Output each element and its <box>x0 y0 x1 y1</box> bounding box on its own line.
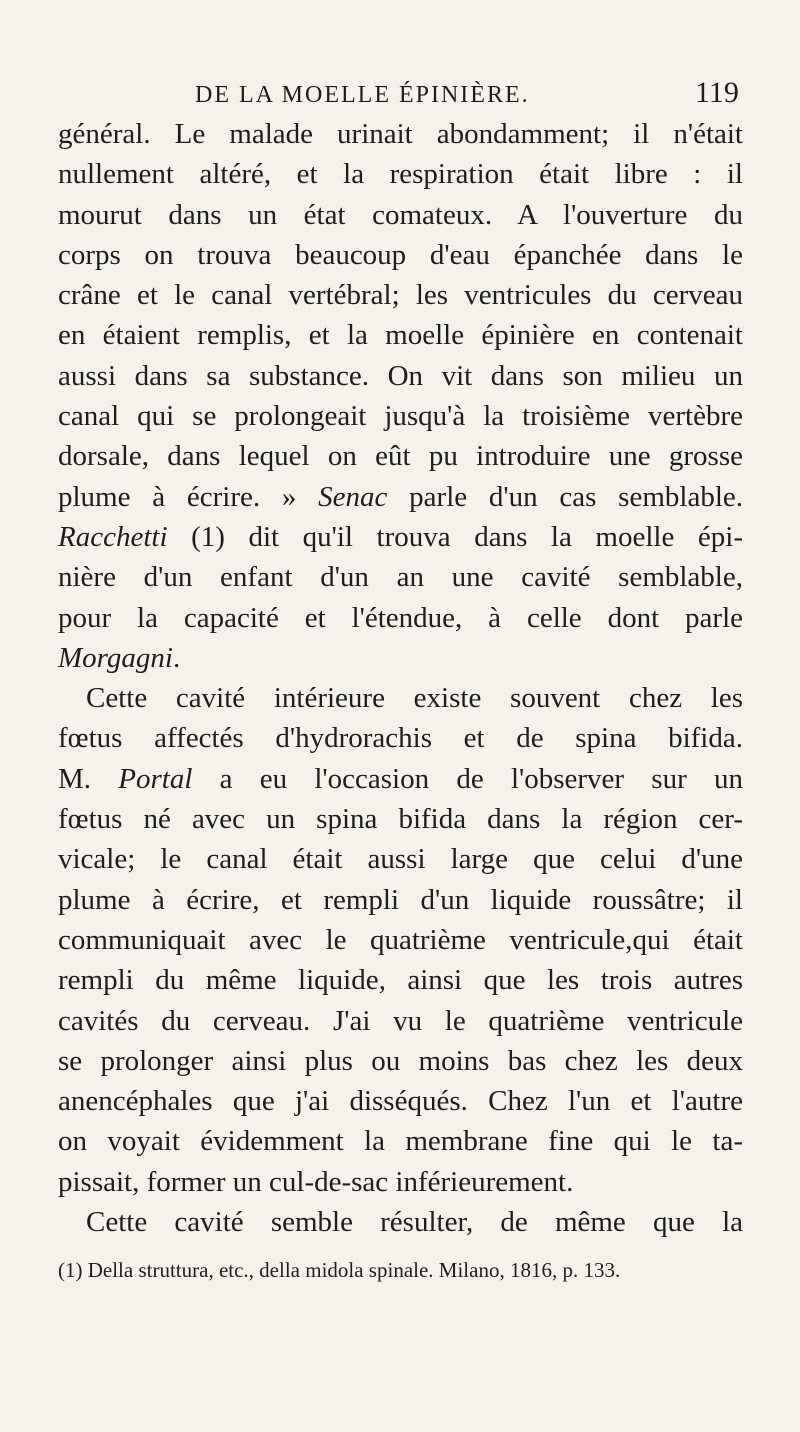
text-line-4: corps on trouva beaucoup d'eau épanchée dans le <box>58 238 743 271</box>
text-line-18: fœtus né avec un spina bifida dans la région cer- <box>58 803 743 836</box>
text-line-15: Cette cavité intérieure existe souvent chez les <box>86 682 743 715</box>
text-line-13: pour la capacité et l'étendue, à celle dont parle <box>58 601 743 634</box>
running-title: DE LA MOELLE ÉPINIÈRE. <box>195 82 530 108</box>
text-line-20: plume à écrire, et rempli d'un liquide roussâtre; il <box>58 883 743 916</box>
text-line-19: vicale; le canal était aussi large que celui d'une <box>58 843 743 876</box>
text-line-11: Racchetti (1) dit qu'il trouva dans la moelle épi- <box>58 520 743 553</box>
italic-name: Senac <box>318 480 388 513</box>
text-line-25: anencéphales que j'ai disséqués. Chez l'un et l'autre <box>58 1085 743 1118</box>
text-line-8: canal qui se prolongeait jusqu'à la troisième vertèbre <box>58 400 743 433</box>
text-line-12: nière d'un enfant d'un an une cavité semblable, <box>58 561 743 594</box>
text-line-28: Cette cavité semble résulter, de même que la <box>86 1206 743 1239</box>
text-line-24: se prolonger ainsi plus ou moins bas chez les deux <box>58 1044 743 1077</box>
italic-name: Morgagni <box>58 641 173 674</box>
text-line-17: M. Portal a eu l'occasion de l'observer sur un <box>58 762 743 795</box>
text-line-7: aussi dans sa substance. On vit dans son milieu un <box>58 359 743 392</box>
footnote: (1) Della struttura, etc., della midola spinale. Milano, 1816, p. 133. <box>58 1258 621 1282</box>
text-line-16: fœtus affectés d'hydrorachis et de spina bifida. <box>58 722 743 755</box>
text-line-2: nullement altéré, et la respiration était libre : il <box>58 158 743 191</box>
text-line-23: cavités du cerveau. J'ai vu le quatrième ventricule <box>58 1004 743 1037</box>
text-line-22: rempli du même liquide, ainsi que les trois autres <box>58 964 743 997</box>
italic-name: Racchetti <box>58 520 168 553</box>
text-line-3: mourut dans un état comateux. A l'ouverture du <box>58 198 743 231</box>
page-number: 119 <box>695 76 739 109</box>
text-line-10: plume à écrire. » Senac parle d'un cas semblable. <box>58 480 743 513</box>
text-line-26: on voyait évidemment la membrane fine qui le ta- <box>58 1125 743 1158</box>
text-line-6: en étaient remplis, et la moelle épinière en contenait <box>58 319 743 352</box>
body-text <box>58 114 743 1242</box>
text-line-21: communiquait avec le quatrième ventricule,qui était <box>58 923 743 956</box>
italic-name: Portal <box>118 762 193 795</box>
text-line-14: Morgagni. <box>58 641 181 674</box>
text-line-5: crâne et le canal vertébral; les ventricules du cerveau <box>58 279 743 312</box>
running-head <box>0 74 800 114</box>
text-line-9: dorsale, dans lequel on eût pu introduire une grosse <box>58 440 743 473</box>
text-line-27: pissait, former un cul-de-sac inférieurement. <box>58 1165 574 1198</box>
text-line-1: général. Le malade urinait abondamment; il n'était <box>58 118 743 150</box>
